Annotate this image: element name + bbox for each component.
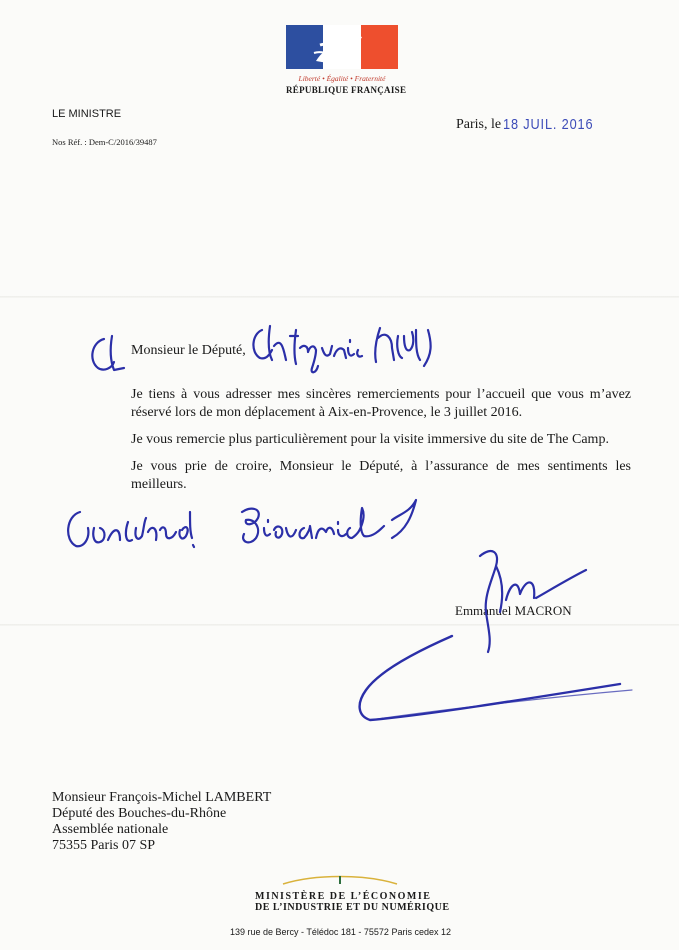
- handwritten-postscript-2: [242, 500, 416, 542]
- recipient-line: Député des Bouches-du-Rhône: [52, 806, 227, 821]
- body-paragraph: Je vous prie de croire, Monsieur le Député, à l’assurance de mes sentiments les meilleurs.: [131, 459, 631, 492]
- ministry-name-line2: DE L’INDUSTRIE ET DU NUMÉRIQUE: [255, 902, 450, 913]
- republic-name: RÉPUBLIQUE FRANÇAISE: [286, 85, 407, 95]
- body-paragraph: Je vous remercie plus particulièrement pour la visite immersive du site de The Camp.: [131, 432, 609, 447]
- recipient-address: [52, 790, 271, 854]
- signatory-name: Emmanuel MACRON: [455, 603, 572, 618]
- ministry-name-line1: MINISTÈRE DE L’ÉCONOMIE: [255, 891, 432, 902]
- handwritten-greeting: [253, 326, 430, 372]
- ministry-arc-icon: [255, 872, 425, 886]
- place-date-prefix: Paris, le: [456, 117, 502, 132]
- recipient-line: Monsieur François-Michel LAMBERT: [52, 790, 272, 805]
- recipient-line: 75355 Paris 07 SP: [52, 838, 156, 853]
- handwritten-postscript-1: [68, 512, 194, 547]
- body-paragraph: Je tiens à vous adresser mes sincères remerciements pour l’accueil que vous m’avez réservé lors de mon déplacement à Aix-en-Provence, le 3 juillet 2016.: [131, 387, 631, 420]
- date-stamp: 18 JUIL. 2016: [503, 116, 594, 133]
- recipient-line: Assemblée nationale: [52, 822, 169, 837]
- sender-title: LE MINISTRE: [52, 108, 122, 120]
- republic-motto: Liberté • Égalité • Fraternité: [298, 74, 386, 83]
- handwritten-cher-mark: [92, 336, 124, 370]
- ministry-address: 139 rue de Bercy - Télédoc 181 - 75572 Paris cedex 12: [230, 927, 451, 937]
- salutation: Monsieur le Député,: [131, 343, 246, 358]
- reference-number: Nos Réf. : Dem-C/2016/39487: [52, 137, 157, 147]
- signature-mark: [480, 551, 586, 652]
- ministry-footer: [255, 872, 450, 913]
